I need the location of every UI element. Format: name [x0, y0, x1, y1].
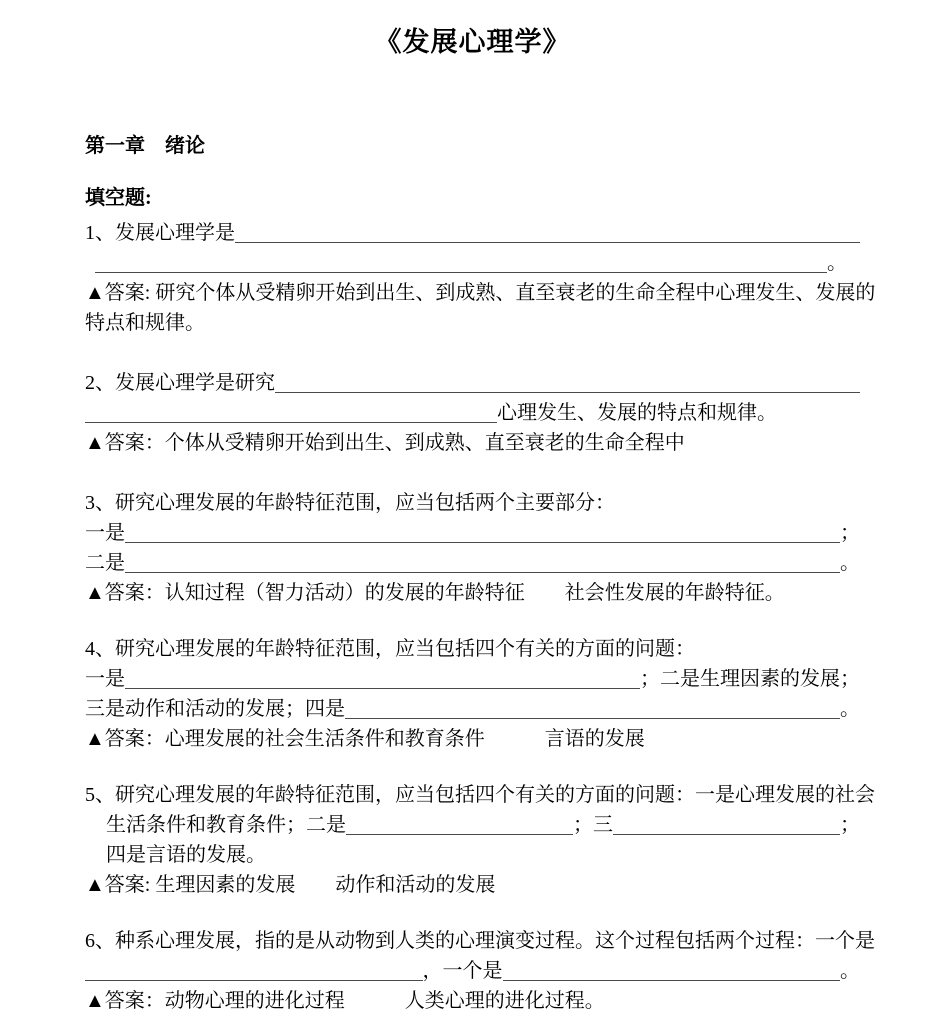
question-4-punctuation: 。: [840, 698, 860, 720]
fill-blank: [85, 398, 497, 423]
question-2-text: 2、发展心理学是研究: [85, 372, 275, 394]
question-6-punctuation: 。: [840, 960, 860, 982]
question-2-text: 心理发生、发展的特点和规律。: [497, 402, 777, 424]
answer-text: ▲答案：个体从受精卵开始到出生、到成熟、直至衰老的生命全程中: [85, 432, 685, 454]
fill-blank: [345, 694, 840, 719]
question-4-answer: [85, 724, 860, 754]
question-2-line-2: [85, 398, 860, 428]
fill-blank: [235, 218, 860, 243]
question-5-line-2: [85, 810, 860, 840]
question-2-answer: [85, 428, 860, 458]
question-5-text: 5、研究心理发展的年龄特征范围，应当包括四个有关的方面的问题：一是心理发展的社会: [85, 784, 875, 806]
section-heading: 填空题:: [85, 187, 152, 209]
question-5-answer: [85, 870, 860, 900]
question-3-line-2: [85, 518, 860, 548]
question-5: [85, 780, 875, 900]
fill-blank: [95, 248, 827, 273]
question-3-line-1: [85, 488, 860, 518]
question-3-answer: [85, 578, 860, 608]
question-5-punctuation: ；: [840, 814, 860, 836]
question-2-line-1: [85, 368, 860, 398]
question-4-text: 一是: [85, 668, 125, 690]
question-4-text: 三是动作和活动的发展；四是: [85, 698, 345, 720]
question-5-line-1: [85, 780, 875, 810]
question-1-punctuation: 。: [827, 252, 847, 274]
fill-blank: [346, 810, 573, 835]
fill-blank: [85, 956, 423, 981]
fill-blank: [125, 664, 640, 689]
question-6-text: 6、种系心理发展，指的是从动物到人类的心理演变过程。这个过程包括两个过程：一个是: [85, 930, 875, 952]
question-4-text: ；二是生理因素的发展；: [640, 668, 860, 690]
question-1-line-1: [85, 218, 860, 248]
question-3-text: 一是: [85, 522, 125, 544]
question-3-punctuation: ；: [840, 522, 860, 544]
question-4-text: 4、研究心理发展的年龄特征范围，应当包括四个有关的方面的问题：: [85, 638, 695, 660]
question-6: [85, 926, 875, 1016]
question-3-text: 3、研究心理发展的年龄特征范围，应当包括两个主要部分：: [85, 492, 615, 514]
answer-text: ▲答案：动物心理的进化过程 人类心理的进化过程。: [85, 990, 605, 1012]
answer-text: ▲答案: 生理因素的发展 动作和活动的发展: [85, 874, 496, 896]
chapter-heading: 第一章 绪论: [85, 135, 205, 157]
question-5-text: ；三: [573, 814, 613, 836]
document-title: 《发展心理学》: [374, 27, 571, 57]
question-5-text: 生活条件和教育条件；二是: [106, 814, 346, 836]
question-1-answer-line-1: [85, 278, 876, 308]
question-3-text: 二是: [85, 552, 125, 574]
question-4-line-2: [85, 664, 860, 694]
question-4-line-3: [85, 694, 860, 724]
question-6-text: ，一个是: [422, 960, 503, 982]
question-3-line-3: [85, 548, 860, 578]
question-1-answer-line-2: [85, 308, 860, 338]
question-2: [85, 368, 860, 458]
question-6-line-2: [85, 956, 860, 986]
fill-blank: [275, 368, 860, 393]
question-6-answer: [85, 986, 860, 1016]
question-4: [85, 634, 860, 754]
answer-text: ▲答案：认知过程（智力活动）的发展的年龄特征 社会性发展的年龄特征。: [85, 582, 785, 604]
answer-text: 特点和规律。: [85, 312, 205, 334]
answer-text: ▲答案: 研究个体从受精卵开始到出生、到成熟、直至衰老的生命全程中心理发生、发展的: [85, 282, 876, 304]
question-3-punctuation: 。: [840, 552, 860, 574]
question-3: [85, 488, 860, 608]
question-1: [85, 218, 876, 338]
fill-blank: [125, 548, 840, 573]
fill-blank: [613, 810, 840, 835]
question-5-line-3: [85, 840, 860, 870]
answer-text: ▲答案：心理发展的社会生活条件和教育条件 言语的发展: [85, 728, 645, 750]
fill-blank: [125, 518, 840, 543]
question-6-line-1: [85, 926, 875, 956]
fill-blank: [503, 956, 841, 981]
question-1-line-2: [85, 248, 860, 278]
question-1-text: 1、发展心理学是: [85, 222, 235, 244]
question-5-text: 四是言语的发展。: [106, 844, 266, 866]
question-4-line-1: [85, 634, 860, 664]
